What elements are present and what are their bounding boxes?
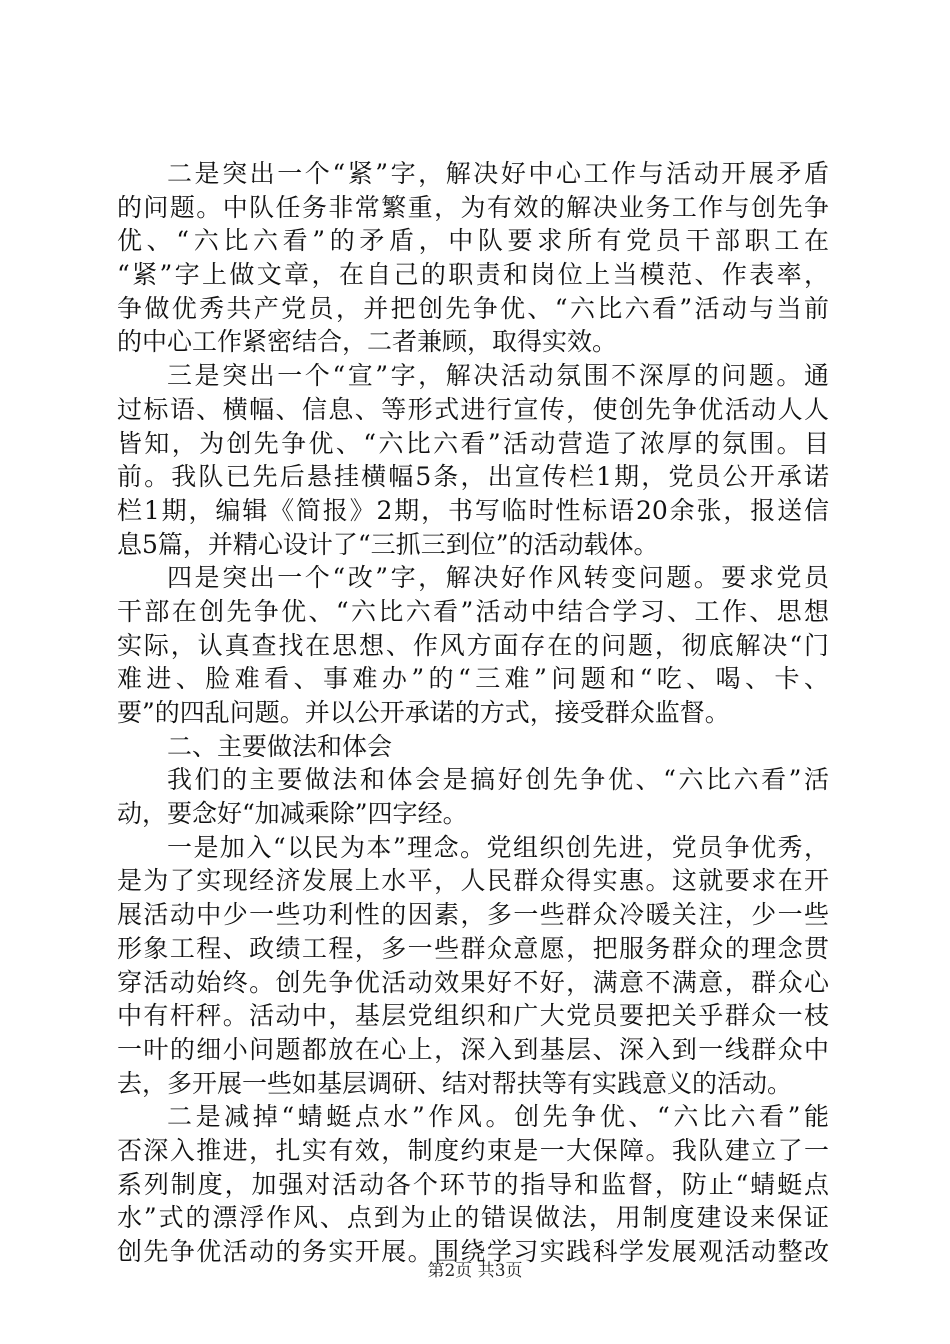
document-body [117, 157, 829, 1269]
text-line: 优、“六比六看”的矛盾，中队要求所有党员干部职工在 [117, 226, 829, 256]
text-line: 过标语、横幅、信息、等形式进行宣传，使创先争优活动人人 [117, 394, 829, 424]
paragraph [117, 359, 829, 561]
text-line: 一叶的细小问题都放在心上，深入到基层、深入到一线群众中 [117, 1034, 829, 1064]
text-line: 难进、脸难看、事难办”的“三难”问题和“吃、喝、卡、 [117, 664, 829, 694]
text-line: 皆知，为创先争优、“六比六看”活动营造了浓厚的氛围。目 [117, 428, 829, 458]
text-line: 干部在创先争优、“六比六看”活动中结合学习、工作、思想 [117, 596, 829, 626]
text-line: 前。我队已先后悬挂横幅5条，出宣传栏1期，党员公开承诺 [117, 462, 829, 492]
text-line: 创先争优活动的务实开展。围绕学习实践科学发展观活动整改 [117, 1237, 829, 1266]
paragraph [117, 831, 829, 1101]
text-line: 我们的主要做法和体会是搞好创先争优、“六比六看”活 [167, 765, 829, 795]
text-line: 的中心工作紧密结合，二者兼顾，取得实效。 [117, 327, 618, 357]
text-line: 要”的四乱问题。并以公开承诺的方式，接受群众监督。 [117, 698, 730, 727]
text-line: 二是突出一个“紧”字，解决好中心工作与活动开展矛盾 [167, 159, 829, 188]
text-line: 穿活动始终。创先争优活动效果好不好，满意不满意，群众心 [117, 967, 829, 997]
text-line: 三是突出一个“宣”字，解决活动氛围不深厚的问题。通 [167, 361, 829, 391]
paragraph [117, 1100, 829, 1268]
text-line: “紧”字上做文章，在自己的职责和岗位上当模范、作表率， [117, 260, 829, 290]
text-line: 动，要念好“加减乘除”四字经。 [117, 799, 468, 829]
paragraph [117, 730, 829, 764]
text-line: 去，多开展一些如基层调研、结对帮扶等有实践意义的活动。 [117, 1068, 793, 1098]
text-line: 中有杆秤。活动中，基层党组织和广大党员要把关乎群众一枝 [117, 1001, 829, 1031]
text-line: 水”式的漂浮作风、点到为止的错误做法，用制度建设来保证 [117, 1203, 829, 1233]
text-line: 展活动中少一些功利性的因素，多一些群众冷暖关注，少一些 [117, 900, 829, 930]
text-line: 系列制度，加强对活动各个环节的指导和监督，防止“蜻蜓点 [117, 1169, 829, 1199]
text-line: 否深入推进，扎实有效，制度约束是一大保障。我队建立了一 [117, 1135, 829, 1165]
page-footer: 第2页 共3页 [427, 1261, 523, 1281]
text-line: 息5篇，并精心设计了“三抓三到位”的活动载体。 [117, 529, 659, 559]
text-line: 一是加入“以民为本”理念。党组织创先进，党员争优秀， [167, 832, 829, 862]
text-line: 二、主要做法和体会 [167, 731, 393, 761]
paragraph [117, 157, 829, 359]
text-line: 形象工程、政绩工程，多一些群众意愿，把服务群众的理念贯 [117, 933, 829, 963]
paragraph [117, 561, 829, 729]
text-line: 四是突出一个“改”字，解决好作风转变问题。要求党员 [167, 563, 829, 593]
text-line: 实际，认真查找在思想、作风方面存在的问题，彻底解决“门 [117, 630, 829, 660]
text-line: 栏1期，编辑《简报》2期，书写临时性标语20余张，报送信 [117, 495, 829, 525]
paragraph [117, 763, 829, 830]
text-line: 的问题。中队任务非常繁重，为有效的解决业务工作与创先争 [117, 192, 829, 222]
text-line: 是为了实现经济发展上水平，人民群众得实惠。这就要求在开 [117, 866, 829, 896]
text-line: 争做优秀共产党员，并把创先争优、“六比六看”活动与当前 [117, 293, 829, 323]
text-line: 二是减掉“蜻蜓点水”作风。创先争优、“六比六看”能 [167, 1102, 829, 1132]
